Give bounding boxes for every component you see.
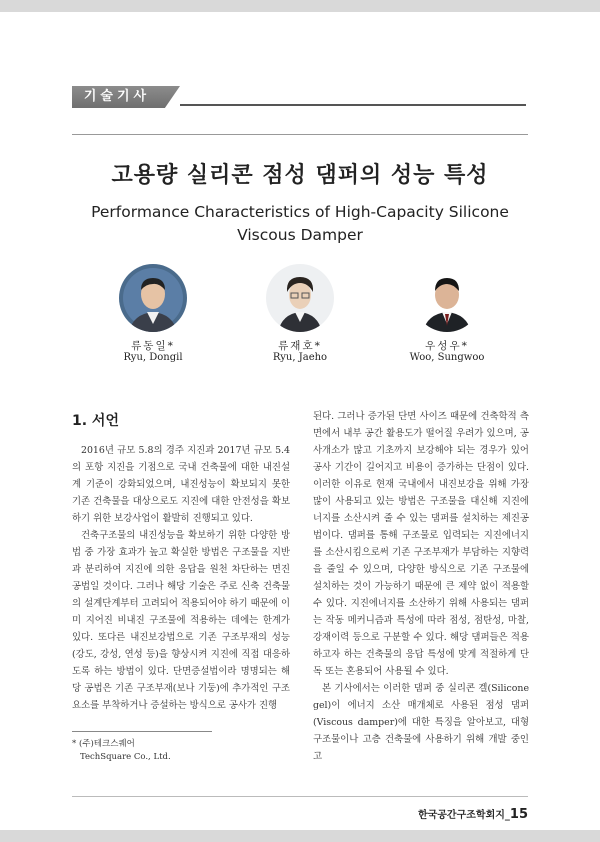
author-name-ko-1: 류동일* — [131, 340, 175, 352]
journal-name: 한국공간구조학회지 — [417, 810, 505, 821]
title-english — [60, 201, 540, 247]
header-rule — [180, 104, 526, 106]
author-photo-2 — [266, 264, 334, 332]
author-photo-3 — [413, 264, 481, 332]
author-name-en-1: Ryu, Dongil — [123, 352, 183, 363]
title-english-line2: Viscous Damper — [237, 226, 363, 244]
paragraph: 된다. 그러나 증가된 단면 사이즈 때문에 건축학적 측면에서 내부 공간 활용도가 떨어질 우려가 있으며, 공사개소가 많고 기초까지 보강해야 되는 경우가 있어 공사 기간이 길어지고 비용이 증가하는 단점이 있다. 이러한 이유로 현재 국내에서 내진보강을 위해 가장 많이 사용되고 있는 방법은 구조물을 대신해 지진에너지를 소산시켜 줄 수 있는 댐퍼를 설치하는 제진공법이다. 댐퍼를 통해 구조물로 입력되는 지진에너지를 소산시킴으로써 기존 구조부재가 부담하는 지향력을 줄일 수 있으며, 다양한 방식으로 기존 구조물에 설치하는 것이 가능하기 때문에 큰 제약 없이 적용할 수 있다. 지진에너지를 소산하기 위해 사용되는 댐퍼는 작동 메커니즘과 특성에 따라 점성, 점탄성, 마찰, 강재이력 등으로 구분할 수 있다. 해당 댐퍼들은 적용하고자 하는 건축물의 응답 특성에 맞게 적절하게 단독 또는 혼용되어 사용될 수 있다. — [313, 411, 529, 677]
author-name-en-2: Ryu, Jaeho — [272, 352, 328, 363]
author-name-ko-2: 류재호* — [278, 340, 322, 352]
body-right-column — [313, 408, 529, 818]
bottom-band — [0, 830, 600, 842]
paragraph: 건축구조물의 내진성능을 확보하기 위한 다양한 방법 중 가장 효과가 높고 확실한 방법은 구조물을 지반과 분리하여 지진에 의한 응답을 원천 차단하는 면진 공법일 것이다. 그러나 해당 기술은 주로 신축 건축물의 설계단계부터 고려되어 적용되어야 하기 때문에 이미 지어진 비내진 구조물에 적용하는 데에는 한계가 있다. 또다른 내진보강법으로 기존 구조부재의 성능(강도, 강성, 연성 등)을 향상시켜 지진에 직접 대응하도록 하는 방법이 있다. 단면증설법이라 명명되는 해당 공법은 기존 구조부재(보나 기둥)에 추가적인 구조요소를 부착하거나 증설하는 방식으로 공사가 진행 — [72, 530, 290, 711]
paragraph: 2016년 규모 5.8의 경주 지진과 2017년 규모 5.4의 포항 지진을 기점으로 국내 건축물에 대한 내진설계 기준이 강화되었으며, 내진성능이 확보되지 못한 기존 건축물을 대상으로도 지진에 대한 안전성을 확보하기 위한 보강사업이 활발히 진행되고 있다. — [72, 445, 290, 524]
top-band — [0, 0, 600, 12]
page-footer: 한국공간구조학회지_15 — [417, 807, 528, 822]
footnote — [72, 738, 272, 764]
author-photo-1 — [119, 264, 187, 332]
footnote-rule — [72, 731, 212, 732]
author-name-en-3: Woo, Sungwoo — [409, 352, 485, 363]
section-heading: 1. 서언 — [72, 413, 119, 429]
page-number: 15 — [509, 807, 528, 822]
author-name-ko-3: 우성우* — [425, 340, 469, 352]
footnote-affiliation-ko: * (주)테크스퀘어 — [72, 739, 135, 749]
category-label: 기술기사 — [83, 89, 151, 104]
title-korean: 고용량 실리콘 점성 댐퍼의 성능 특성 — [111, 163, 489, 188]
footnote-affiliation-en: TechSquare Co., Ltd. — [80, 752, 171, 762]
title-english-line1: Performance Characteristics of High-Capacity Silicone — [91, 203, 509, 221]
paragraph: 본 기사에서는 이러한 댐퍼 중 실리콘 겔(Silicone gel)이 에너지 소산 매개체로 사용된 점성 댐퍼(Viscous damper)에 대한 특징을 알아보고, 대형 구조물이나 고층 건축물에 사용하기 위해 개발 중인 고 — [313, 683, 529, 762]
body-left-column — [72, 442, 290, 714]
title-rule — [72, 134, 528, 135]
footer-rule — [72, 796, 528, 797]
